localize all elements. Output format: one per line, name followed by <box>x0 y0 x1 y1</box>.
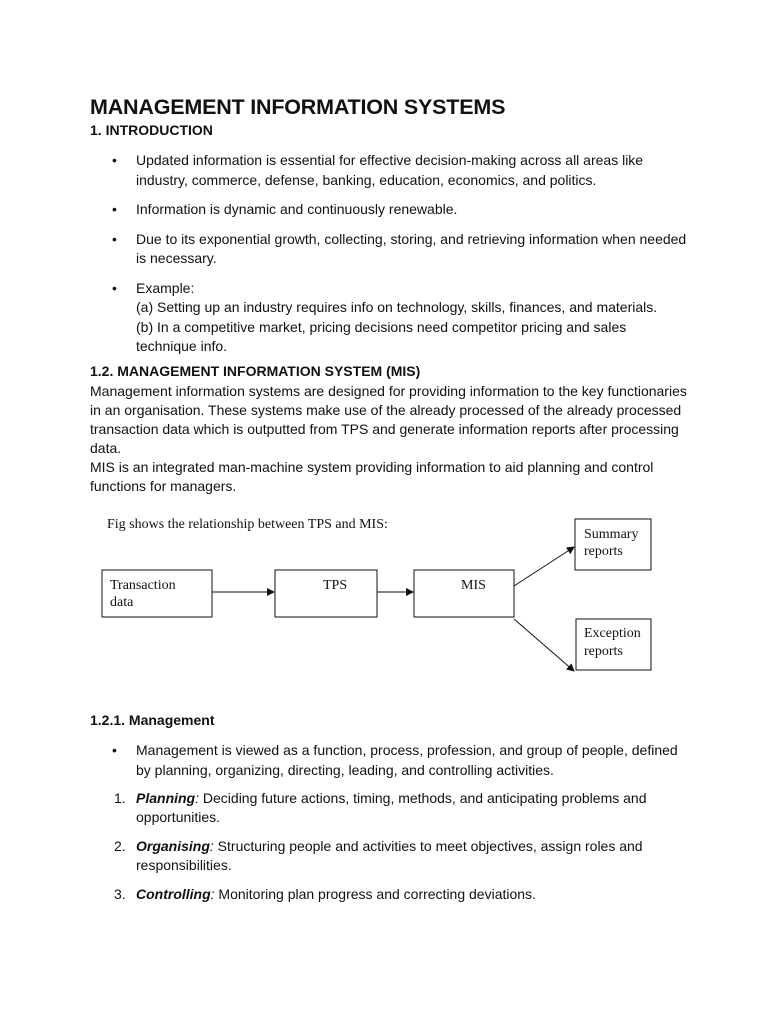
bullet-marker: • <box>112 279 117 296</box>
list-item: • Management is viewed as a function, process, profession, and group of people, defined by planning, organizing, directing, leading, and controlling activities. <box>112 742 678 778</box>
item-number: 2. <box>114 838 126 854</box>
example-label: Example: <box>136 279 195 296</box>
example-b: (b) In a competitive market, pricing decisions need competitor pricing and sales technique info. <box>136 318 627 354</box>
item-number: 1. <box>114 790 126 806</box>
list-item: 3. Controlling: Monitoring plan progress and correcting deviations. <box>114 886 536 902</box>
exception-box-label-line1: Exception <box>584 626 641 641</box>
tps-mis-figure <box>100 510 660 675</box>
tps-mis-diagram <box>100 510 660 675</box>
mis-paragraph-1: Management information systems are designed for providing information to the key functionaries in an organisation. These systems make use of the already processed of the already processed transaction data which is outputted from TPS and generate information reports after processing data. <box>90 383 687 456</box>
example-a: (a) Setting up an industry requires info on technology, skills, finances, and materials. <box>136 299 658 315</box>
management-bullet-list <box>90 741 690 780</box>
mis-heading: 1.2. MANAGEMENT INFORMATION SYSTEM (MIS) <box>90 363 421 379</box>
management-functions-list <box>90 789 690 904</box>
mis-box-label: MIS <box>461 578 486 593</box>
intro-bullet-list <box>90 151 690 357</box>
exception-box-label-line2: reports <box>584 644 623 659</box>
summary-box-label-line2: reports <box>584 544 623 559</box>
summary-box-label-line1: Summary <box>584 527 639 542</box>
bullet-marker: • <box>112 230 117 247</box>
item-term: Controlling <box>136 886 211 902</box>
arrow-mis-to-exception <box>514 619 574 671</box>
tps-box-label: TPS <box>323 578 348 593</box>
item-term: Organising <box>136 838 210 854</box>
intro-heading: 1. INTRODUCTION <box>90 122 213 138</box>
figure-caption: Fig shows the relationship between TPS and MIS: <box>107 517 388 532</box>
bullet-marker: • <box>112 742 117 758</box>
item-term: Planning <box>136 790 196 806</box>
bullet-marker: • <box>112 152 117 168</box>
list-item: • Information is dynamic and continuously renewable. <box>90 200 690 220</box>
transaction-box-label-line1: Transaction <box>110 578 176 593</box>
page-title: MANAGEMENT INFORMATION SYSTEMS <box>90 95 506 119</box>
list-item: 1. Planning: Deciding future actions, timing, methods, and anticipating problems and opportunities. <box>114 790 647 825</box>
arrow-mis-to-summary <box>514 547 574 586</box>
list-item: 2. Organising: Structuring people and activities to meet objectives, assign roles and responsibilities. <box>114 838 643 873</box>
item-number: 3. <box>114 886 126 902</box>
bullet-marker: • <box>112 201 117 217</box>
mis-paragraph-2: MIS is an integrated man-machine system providing information to aid planning and control functions for managers. <box>90 459 654 494</box>
transaction-box-label-line2: data <box>110 595 134 610</box>
management-heading: 1.2.1. Management <box>90 712 215 728</box>
list-item: • Updated information is essential for effective decision-making across all areas like industry, commerce, defense, banking, education, economics, and politics. <box>112 152 644 188</box>
list-item <box>90 279 690 357</box>
list-item: • Due to its exponential growth, collecting, storing, and retrieving information when needed is necessary. <box>112 230 687 266</box>
